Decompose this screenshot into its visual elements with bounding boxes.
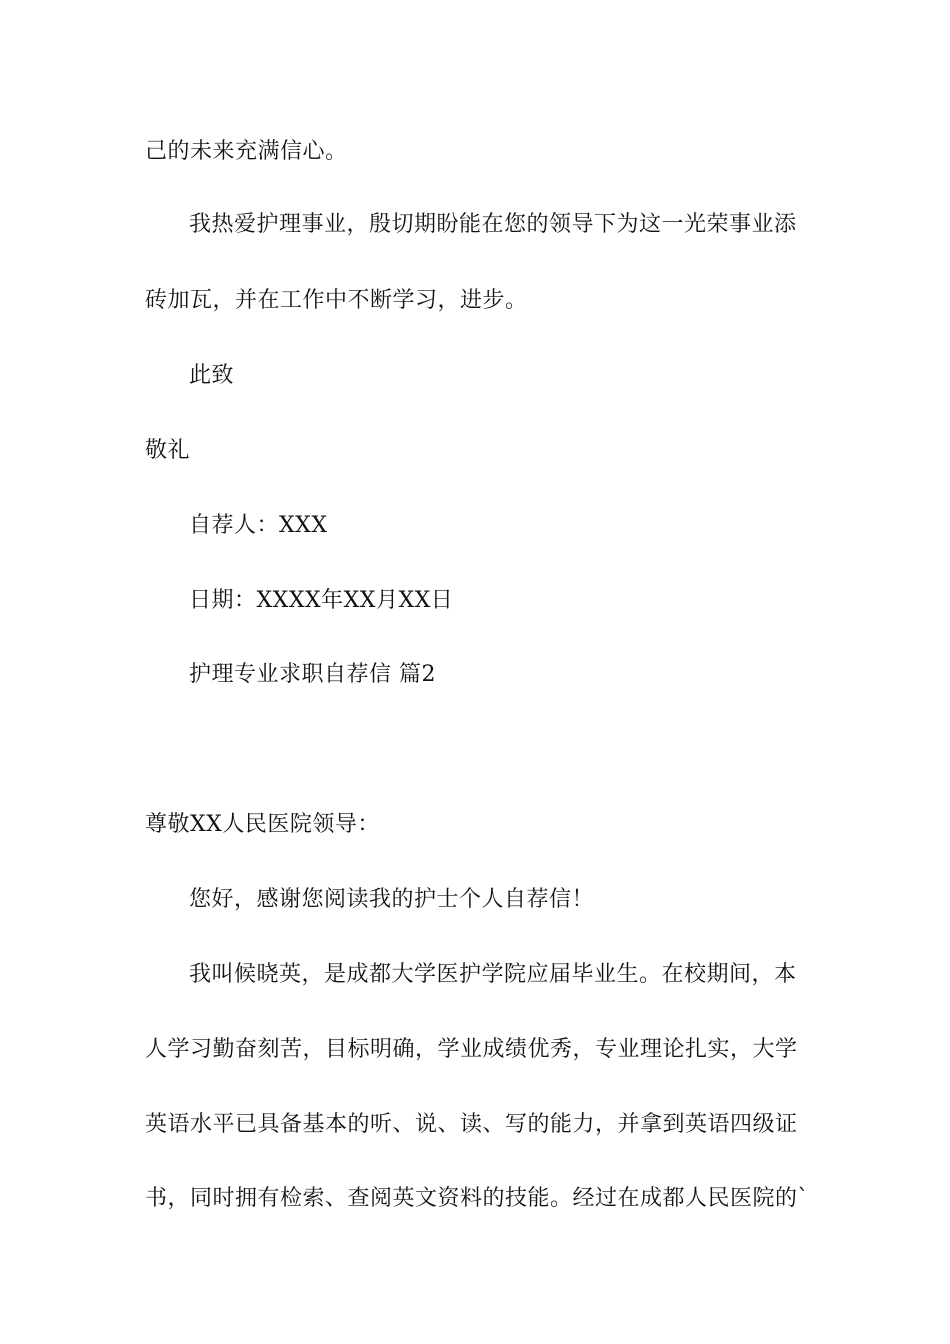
salutation-closing: 敬礼 <box>145 438 191 463</box>
paragraph-line: 书，同时拥有检索、查阅英文资料的技能。经过在成都人民医院的` <box>145 1186 810 1211</box>
letter-greeting: 尊敬XX人民医院领导： <box>145 812 380 837</box>
signature-line: 自荐人：XXX <box>189 513 328 538</box>
paragraph-line: 您好，感谢您阅读我的护士个人自荐信！ <box>189 887 595 912</box>
paragraph-line: 己的未来充满信心。 <box>145 139 348 164</box>
paragraph-line: 人学习勤奋刻苦，目标明确，学业成绩优秀，专业理论扎实，大学 <box>145 1037 798 1062</box>
paragraph-line: 英语水平已具备基本的听、说、读、写的能力，并拿到英语四级证 <box>145 1112 798 1137</box>
paragraph-line: 我热爱护理事业，殷切期盼能在您的领导下为这一光荣事业添 <box>189 212 797 237</box>
date-line: 日期：XXXX年XX月XX日 <box>189 588 454 613</box>
paragraph-line: 我叫候晓英，是成都大学医护学院应届毕业生。在校期间，本 <box>189 962 797 987</box>
closing-phrase: 此致 <box>189 363 235 388</box>
section-heading: 护理专业求职自荐信 篇2 <box>189 662 436 687</box>
paragraph-line: 砖加瓦，并在工作中不断学习，进步。 <box>145 288 528 313</box>
